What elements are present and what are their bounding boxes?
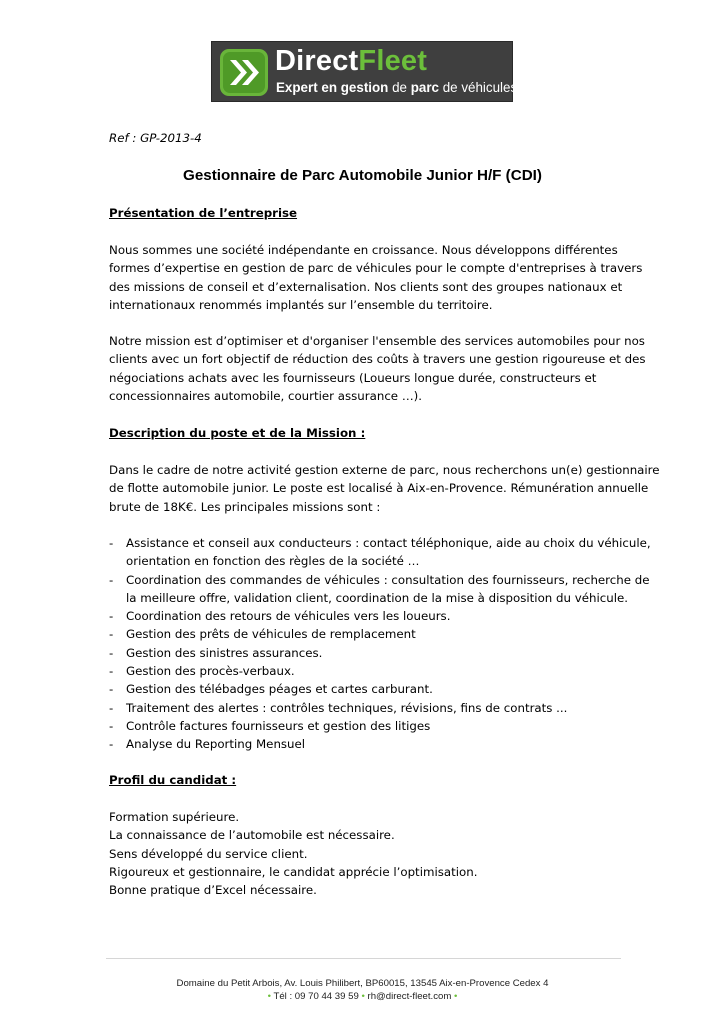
text-line: Gestion des sinistres assurances. [126,645,323,660]
text-line: de flotte automobile junior. Le poste est localisé à Aix-en-Provence. Rémunération annuelle [109,481,649,496]
footer-email[interactable]: rh@direct-fleet.com [367,991,452,1002]
company-section-heading: Présentation de l’entreprise [109,206,298,220]
bullet-dash: - [109,627,114,642]
text-line: Coordination des commandes de véhicules : consultation des fournisseurs, recherche de [126,572,650,587]
logo-tagline-mid: de [388,80,411,95]
text-line: Gestion des procès-verbaux. [126,664,295,679]
footer-phone: Tél : 09 70 44 39 59 [273,991,359,1002]
logo-tagline-bold1: Expert en gestion [276,80,389,95]
text-line: des missions de conseil et d’externalisation. Nos clients sont des groupes nationaux et [109,279,623,294]
text-line: concessionnaires automobile, courtier assurance …). [109,388,422,403]
job-section-heading: Description du poste et de la Mission : [109,426,366,440]
footer-divider [106,958,621,959]
text-line: Bonne pratique d’Excel nécessaire. [109,883,317,898]
list-item [109,680,624,698]
missions-list [109,534,651,754]
text-line: clients avec un fort objectif de réduction des coûts à travers une gestion rigoureuse et des [109,352,646,367]
company-logo [211,41,518,102]
text-line: Formation supérieure. [109,810,240,824]
bullet-dash: - [109,536,114,550]
text-line: la meilleure offre, validation client, coordination de la mise à disposition du véhicule. [126,590,628,605]
list-item [109,571,650,608]
text-line: Nous sommes une société indépendante en croissance. Nous développons différentes [109,243,618,257]
text-line: Analyse du Reporting Mensuel [126,737,306,752]
footer-address: Domaine du Petit Arbois, Av. Louis Philibert, BP60015, 13545 Aix-en-Provence Cedex 4 [176,978,549,989]
logo-name-part2: Fleet [358,45,428,77]
job-reference: Ref : GP-2013-4 [109,131,202,145]
bullet-dash: - [109,737,114,752]
bullet-dash: - [109,664,114,679]
footer-separator: • [454,991,458,1002]
text-line: La connaissance de l’automobile est nécessaire. [109,828,395,843]
text-line: Sens développé du service client. [109,846,308,861]
bullet-dash: - [109,682,114,697]
double-chevron-right-icon [220,49,268,96]
job-paragraph [109,461,660,516]
list-item [109,735,624,753]
company-paragraph-2 [109,332,646,405]
text-line: Traitement des alertes : contrôles techniques, révisions, fins de contrats ... [126,700,568,715]
list-item [109,607,624,625]
text-line: Assistance et conseil aux conducteurs : contact téléphonique, aide au choix du véhicule, [126,536,651,550]
bullet-dash: - [109,645,114,660]
logo-tagline-bold2: parc [410,80,439,95]
text-line: Coordination des retours de véhicules vers les loueurs. [126,609,451,624]
text-line: Dans le cadre de notre activité gestion externe de parc, nous recherchons un(e) gestionnaire [109,463,660,477]
profile-list [109,808,624,899]
profile-section-heading: Profil du candidat : [109,773,237,787]
text-line: Gestion des télébadges péages et cartes carburant. [126,682,433,697]
text-line: Gestion des prêts de véhicules de remplacement [126,627,416,642]
text-line: formes d’expertise en gestion de parc de véhicules pour le compte d'entreprises à travers [109,261,643,276]
list-item [109,534,651,571]
bullet-dash: - [109,718,114,733]
bullet-dash: - [109,572,114,587]
job-title: Gestionnaire de Parc Automobile Junior H/F (CDI) [183,167,542,184]
list-item [109,662,624,680]
text-line: orientation en fonction des règles de la société … [126,554,420,569]
text-line: Rigoureux et gestionnaire, le candidat apprécie l’optimisation. [109,864,478,879]
list-item [109,717,624,735]
logo-tagline-end: de véhicules [439,80,518,95]
text-line: négociations achats avec les fournisseurs (Loueurs longue durée, constructeurs et [109,370,597,385]
logo-tagline [276,80,517,95]
footer-separator: • [267,991,271,1002]
logo-wordmark [275,45,427,78]
bullet-dash: - [109,609,114,624]
bullet-dash: - [109,700,114,715]
text-line: Contrôle factures fournisseurs et gestion des litiges [126,718,431,733]
text-line: brute de 18K€. Les principales missions sont : [109,499,381,514]
list-item [109,625,624,643]
footer-separator: • [361,991,365,1002]
text-line: internationaux renommés implantés sur l’ensemble du territoire. [109,297,493,312]
company-paragraph-1 [109,241,643,314]
list-item [109,644,624,662]
list-item [109,699,624,717]
logo-name-part1: Direct [275,45,359,77]
text-line: Notre mission est d’optimiser et d'organiser l'ensemble des services automobiles pour nos [109,334,645,348]
footer-contact [0,991,725,1002]
